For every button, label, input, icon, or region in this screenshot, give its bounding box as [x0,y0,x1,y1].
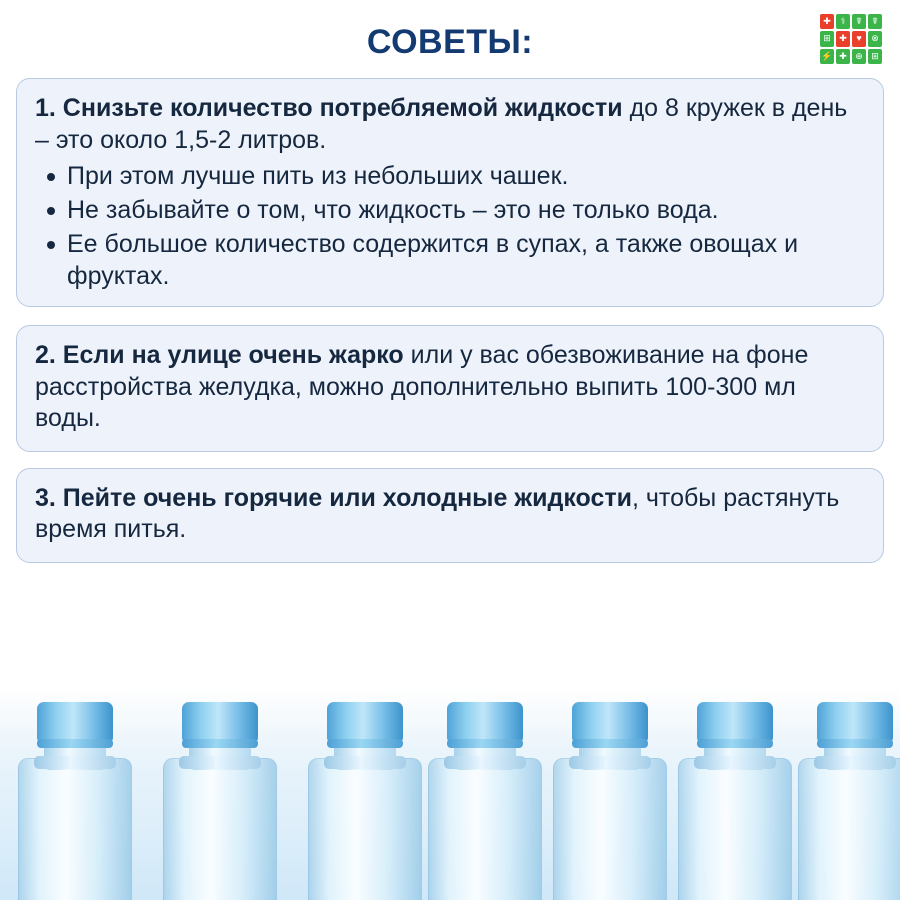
tip-1-rest: до 8 кружек в день – это около 1,5-2 литров. [35,94,848,154]
list-item: Не забывайте о том, что жидкость – это не только вода. [35,194,865,226]
list-item: Ее большое количество содержится в супах, а также овощах и фруктах. [35,228,865,292]
tips-list [0,78,900,563]
water-bottle [10,696,140,900]
logo-cell-icon-4: ☤ [868,14,882,29]
logo-cell-icon-12: ⊞ [868,49,882,64]
logo-cell-icon-2: ⚕ [836,14,850,29]
header [0,0,900,78]
water-bottle [155,696,285,900]
tip-1-bold: 1. Снизьте количество потребляемой жидкости [35,94,623,122]
tip-1-text [35,93,865,156]
logo-cell-icon-5: ⊞ [820,31,834,46]
logo-cell-icon-1: ✚ [820,14,834,29]
water-bottle [545,696,675,900]
tip-2-rest: или у вас обезвоживание на фоне расстройства желудка, можно дополнительно выпить 100-300 мл воды. [35,341,809,432]
tip-1-bullets [35,160,865,292]
logo-cell-icon-9: ⚡ [820,49,834,64]
tip-card-1 [16,78,884,307]
water-bottle [300,696,430,900]
water-bottle [420,696,550,900]
list-item: При этом лучше пить из небольших чашек. [35,160,865,192]
tip-card-3 [16,468,884,563]
tip-card-2 [16,325,884,452]
water-bottle [670,696,800,900]
logo-cell-icon-8: ⊗ [868,31,882,46]
tip-2-bold: 2. Если на улице очень жарко [35,341,404,369]
logo-cell-icon-11: ⊕ [852,49,866,64]
logo-cell-icon-10: ✚ [836,49,850,64]
tip-2-text [35,340,865,435]
tip-3-text [35,483,865,546]
logo-cell-icon-3: ☤ [852,14,866,29]
tip-3-bold: 3. Пейте очень горячие или холодные жидкости [35,483,632,512]
water-bottles-photo [0,688,900,900]
logo-cell-icon-6: ✚ [836,31,850,46]
logo-cell-icon-7: ♥ [852,31,866,46]
page-title: СОВЕТЫ: [366,22,534,61]
water-bottle [790,696,900,900]
medical-icons-logo [820,14,882,64]
tip-3-rest: , чтобы растянуть время питья. [35,483,840,543]
